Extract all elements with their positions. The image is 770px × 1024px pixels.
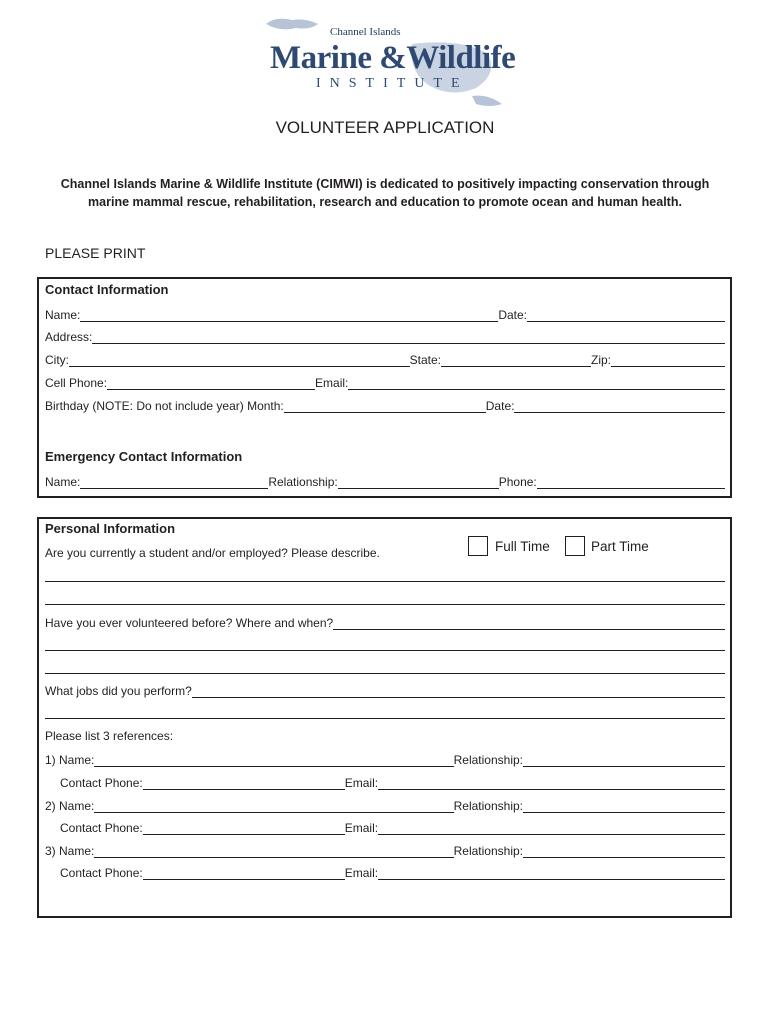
cell-phone-field[interactable] [107,377,315,390]
part-time-label: Part Time [591,539,649,554]
emergency-name-label: Name: [45,475,81,489]
student-answer-line-2[interactable] [45,604,725,605]
ref2-contact-phone-label: Contact Phone: [60,821,143,835]
row-emergency [45,473,725,489]
ref3-name-label: 3) Name: [45,844,95,858]
zip-field[interactable] [611,354,725,367]
city-label: City: [45,353,69,367]
ref1-contact-phone-field[interactable] [143,777,345,790]
student-answer-line-1[interactable] [45,581,725,582]
ref2-email-label: Email: [344,821,379,835]
name-field[interactable] [80,309,498,322]
jobs-answer-line[interactable] [45,718,725,719]
emergency-phone-field[interactable] [537,476,725,489]
zip-label: Zip: [590,353,611,367]
cimwi-logo [262,14,516,110]
ref1-relationship-field[interactable] [523,754,725,767]
intro-paragraph: Channel Islands Marine & Wildlife Institute (CIMWI) is dedicated to positively impacting conservation through marine mammal rescue, rehabilitation, research and education to promote ocean and human health. [60,177,710,209]
part-time-checkbox[interactable] [565,536,585,556]
ref3-contact-phone-label: Contact Phone: [60,866,143,880]
please-print-label: PLEASE PRINT [45,245,146,261]
ref2-name-label: 2) Name: [45,799,95,813]
ref2-relationship-label: Relationship: [453,799,523,813]
logo-line-3: INSTITUTE [316,76,469,91]
emergency-phone-label: Phone: [498,475,537,489]
page-title: VOLUNTEER APPLICATION [275,118,495,137]
ref1-email-field[interactable] [378,777,725,790]
ref2-name-field[interactable] [94,800,453,813]
row-jobs [45,682,725,698]
row-birthday [45,397,725,413]
ref3-contact-phone-field[interactable] [143,867,345,880]
name-label: Name: [45,308,81,322]
birthday-month-field[interactable] [284,400,486,413]
ref1-email-label: Email: [344,776,379,790]
emergency-name-field[interactable] [80,476,268,489]
student-question: Are you currently a student and/or employed? Please describe. [45,546,380,560]
ref3-email-field[interactable] [378,867,725,880]
address-field[interactable] [92,331,725,344]
contact-heading: Contact Information [45,282,169,297]
row-city-state-zip [45,351,725,367]
row-ref3-name [45,842,725,858]
full-time-checkbox[interactable] [468,536,488,556]
row-address [45,328,725,344]
ref2-contact-phone-field[interactable] [143,822,345,835]
email-label: Email: [315,376,349,390]
row-volunteered [45,614,725,630]
row-ref3-contact [60,864,725,880]
ref3-relationship-label: Relationship: [453,844,523,858]
ref2-email-field[interactable] [378,822,725,835]
email-field[interactable] [348,377,725,390]
row-cell-email [45,374,725,390]
address-label: Address: [45,330,93,344]
row-ref2-name [45,797,725,813]
state-field[interactable] [441,354,591,367]
ref1-name-label: 1) Name: [45,753,95,767]
volunteered-question: Have you ever volunteered before? Where and when? [45,616,334,630]
ref3-name-field[interactable] [94,845,453,858]
logo-line-1: Channel Islands [330,26,401,38]
ref1-name-field[interactable] [94,754,453,767]
jobs-field[interactable] [192,685,725,698]
date-label: Date: [498,308,527,322]
birthday-date-field[interactable] [514,400,725,413]
emergency-relationship-label: Relationship: [268,475,338,489]
birthday-date-label: Date: [485,399,515,413]
logo-line-2: Marine &Wildlife [270,40,516,76]
ref3-email-label: Email: [344,866,379,880]
cell-phone-label: Cell Phone: [45,376,108,390]
full-time-label: Full Time [495,539,550,554]
ref3-relationship-field[interactable] [523,845,725,858]
jobs-question: What jobs did you perform? [45,684,192,698]
volunteered-field[interactable] [333,617,725,630]
personal-heading: Personal Information [45,521,176,536]
ref2-relationship-field[interactable] [523,800,725,813]
birthday-month-label: Birthday (NOTE: Do not include year) Month: [45,399,284,413]
row-ref2-contact [60,819,725,835]
ref1-relationship-label: Relationship: [453,753,523,767]
state-label: State: [409,353,441,367]
volunteered-answer-line-2[interactable] [45,673,725,674]
date-field[interactable] [527,309,725,322]
emergency-relationship-field[interactable] [338,476,499,489]
emergency-heading: Emergency Contact Information [45,449,243,464]
city-field[interactable] [69,354,410,367]
row-ref1-name [45,751,725,767]
row-name-date [45,306,725,322]
references-label: Please list 3 references: [45,729,174,743]
volunteered-answer-line-1[interactable] [45,650,725,651]
ref1-contact-phone-label: Contact Phone: [60,776,143,790]
row-ref1-contact [60,774,725,790]
